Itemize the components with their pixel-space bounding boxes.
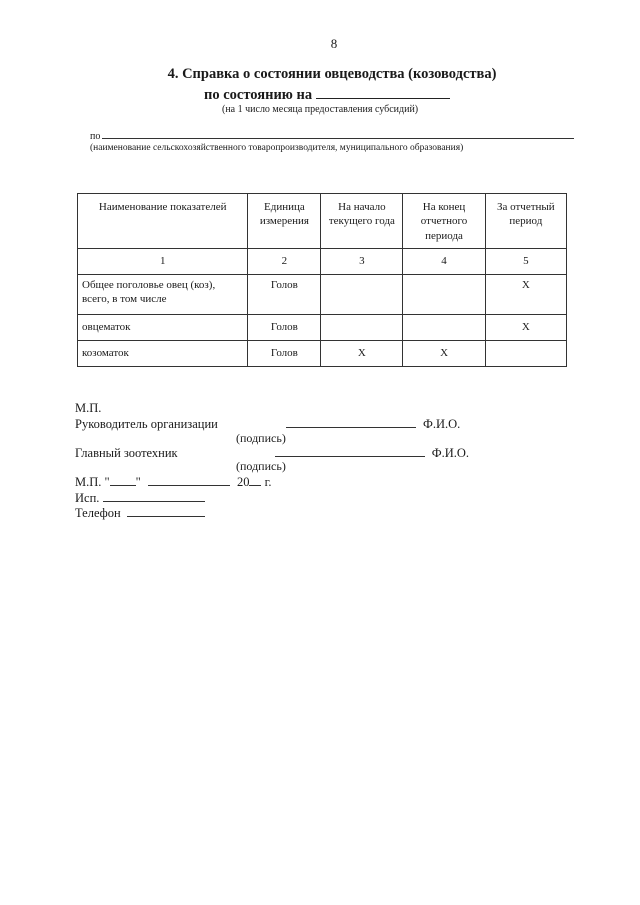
livestock-table xyxy=(77,193,567,367)
phone-label: Телефон xyxy=(75,506,121,520)
year-suffix: г. xyxy=(261,475,272,489)
table-row xyxy=(78,315,567,341)
head-fio-label: Ф.И.О. xyxy=(422,417,461,431)
executor-label: Исп. xyxy=(75,491,100,505)
row-period-cell: X xyxy=(485,275,566,315)
row-period-cell[interactable] xyxy=(485,341,566,367)
head-signature-line xyxy=(75,416,460,432)
executor-blank[interactable] xyxy=(103,490,205,502)
as-of-date-blank[interactable] xyxy=(316,84,450,99)
table-header-row xyxy=(78,194,567,249)
row-end-cell: X xyxy=(403,341,485,367)
head-signature-blank[interactable] xyxy=(286,416,416,428)
stamp-label: М.П. xyxy=(75,401,102,415)
row-end-cell[interactable] xyxy=(403,275,485,315)
executor-line xyxy=(75,490,205,506)
column-number: 1 xyxy=(78,249,248,275)
page-number: 8 xyxy=(330,36,338,51)
document-title: 4. Справка о состоянии овцеводства (козоводства) xyxy=(167,66,497,82)
quote-close: " xyxy=(135,475,141,489)
column-number-row xyxy=(78,249,567,275)
column-number: 3 xyxy=(321,249,403,275)
row-begin-cell[interactable] xyxy=(321,275,403,315)
header-period: За отчетный период xyxy=(485,194,566,249)
header-unit: Единица измерения xyxy=(248,194,321,249)
as-of-label: по состоянию на xyxy=(204,87,313,103)
column-number: 2 xyxy=(248,249,321,275)
date-line xyxy=(75,474,271,490)
row-name: козоматок xyxy=(78,341,248,367)
header-begin: На начало текущего года xyxy=(321,194,403,249)
day-blank[interactable] xyxy=(110,474,136,486)
row-unit: Голов xyxy=(248,341,321,367)
po-label: по xyxy=(90,131,101,142)
as-of-line xyxy=(204,84,450,104)
month-blank[interactable] xyxy=(148,474,230,486)
row-begin-cell: X xyxy=(321,341,403,367)
producer-note: (наименование сельскохозяйственного товаропроизводителя, муниципального образования) xyxy=(90,143,464,153)
producer-blank[interactable] xyxy=(102,129,574,139)
zootech-label: Главный зоотехник xyxy=(75,446,178,460)
column-number: 4 xyxy=(403,249,485,275)
row-period-cell: X xyxy=(485,315,566,341)
zootech-signature-blank[interactable] xyxy=(275,445,425,457)
date-note: (на 1 число месяца предоставления субсидий) xyxy=(222,104,419,115)
zootech-signature-caption: (подпись) xyxy=(236,459,286,473)
head-signature-caption: (подпись) xyxy=(236,431,286,445)
table-row xyxy=(78,341,567,367)
column-number: 5 xyxy=(485,249,566,275)
year-prefix: 20 xyxy=(236,475,250,489)
row-name: Общее поголовье овец (коз), всего, в том числе xyxy=(78,275,248,315)
zootech-fio-label: Ф.И.О. xyxy=(431,446,470,460)
row-unit: Голов xyxy=(248,315,321,341)
header-end: На конец отчетного периода xyxy=(403,194,485,249)
table-row xyxy=(78,275,567,315)
row-name: овцематок xyxy=(78,315,248,341)
phone-line xyxy=(75,505,205,521)
row-end-cell[interactable] xyxy=(403,315,485,341)
producer-line xyxy=(90,129,574,142)
year-blank[interactable] xyxy=(249,474,261,486)
head-label: Руководитель организации xyxy=(75,417,218,431)
stamp-date-label: М.П. " xyxy=(75,475,110,489)
row-begin-cell[interactable] xyxy=(321,315,403,341)
phone-blank[interactable] xyxy=(127,505,205,517)
row-unit: Голов xyxy=(248,275,321,315)
header-name: Наименование показателей xyxy=(78,194,248,249)
